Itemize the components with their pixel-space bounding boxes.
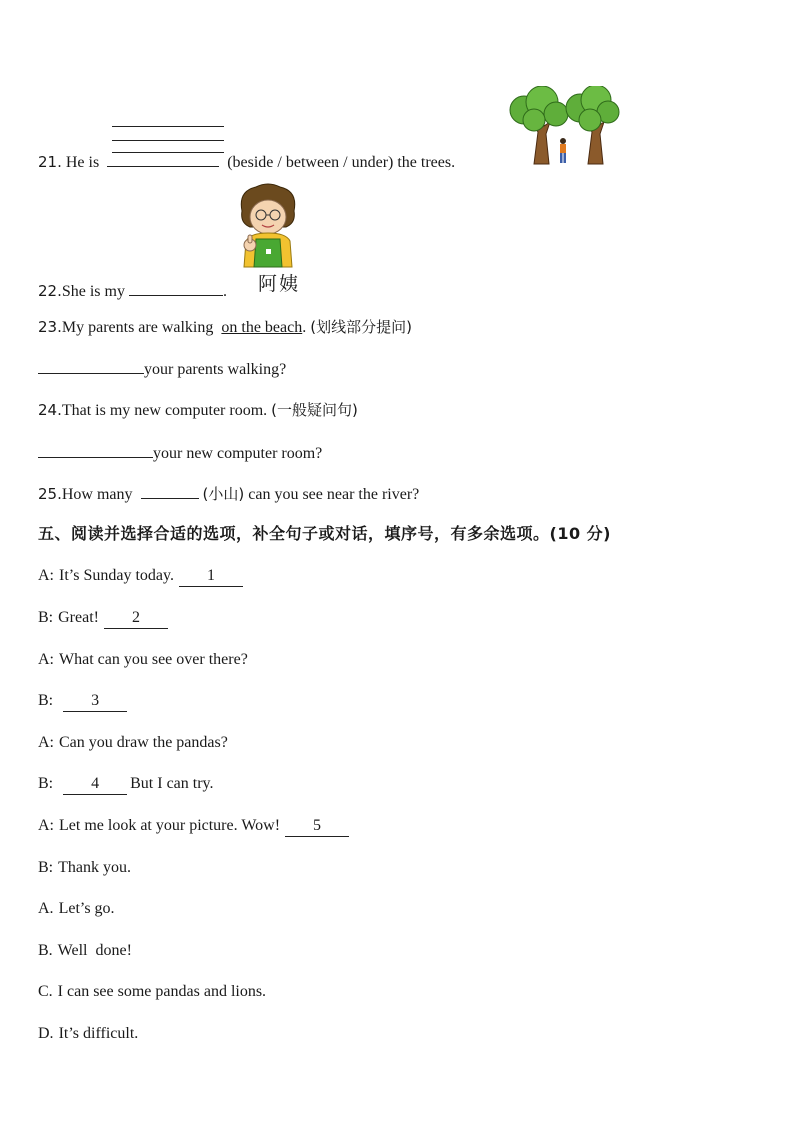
option-label: D. (38, 1025, 54, 1042)
section-heading: 五、阅读并选择合适的选项，补全句子或对话，填序号，有多余选项。(10 分) (38, 524, 611, 543)
speaker-label: B: (38, 859, 54, 876)
option-text: I can see some pandas and lions. (57, 983, 267, 1000)
image-caption: 阿姨 (258, 273, 301, 295)
option-item (38, 899, 115, 919)
question-21 (38, 151, 455, 173)
question-instruction: (一般疑问句) (271, 401, 358, 419)
answer-blank-2[interactable]: 2 (104, 608, 168, 629)
aunt-illustration (236, 183, 300, 271)
dialogue-line (38, 733, 228, 753)
answer-line-text: your new computer room? (153, 445, 323, 462)
question-text: How many (61, 486, 133, 503)
question-number: 21. (38, 153, 62, 171)
question-text: My parents are walking (61, 319, 214, 336)
speaker-label: A: (38, 651, 54, 668)
question-text: She is my (61, 283, 125, 300)
option-label: A. (38, 900, 54, 917)
answer-line-2 (112, 140, 224, 141)
dialogue-text: What can you see over there? (59, 651, 248, 668)
answer-blank-1[interactable]: 1 (179, 566, 243, 587)
speaker-label: B: (38, 692, 54, 709)
boy-icon (560, 138, 566, 163)
question-text-after: can you see near the river? (248, 486, 420, 503)
dialogue-text: Can you draw the pandas? (59, 734, 228, 751)
answer-line-23 (38, 358, 286, 380)
question-text: That is my new computer room. (61, 402, 268, 419)
option-label: B. (38, 942, 53, 959)
speaker-label: A: (38, 734, 54, 751)
option-item (38, 1024, 138, 1044)
speaker-label: B: (38, 609, 54, 626)
dialogue-text: It’s Sunday today. (59, 567, 174, 584)
dialogue-line (38, 566, 243, 587)
question-23 (38, 317, 412, 338)
speaker-label: A: (38, 817, 54, 834)
question-instruction: (划线部分提问) (310, 318, 412, 336)
question-hint: (小山) (202, 485, 245, 503)
speaker-label: A: (38, 567, 54, 584)
underlined-phrase: on the beach (221, 319, 303, 336)
option-item (38, 941, 132, 961)
answer-blank-4[interactable]: 4 (63, 774, 127, 795)
dialogue-line (38, 858, 131, 878)
answer-blank-3[interactable]: 3 (63, 691, 127, 712)
option-text: Let’s go. (58, 900, 115, 917)
dialogue-line (38, 691, 127, 712)
answer-line-1 (112, 126, 224, 127)
dialogue-line (38, 608, 168, 629)
question-22 (38, 280, 227, 302)
dialogue-line (38, 774, 214, 795)
question-punct: . (302, 319, 307, 336)
dialogue-text-after: But I can try. (130, 775, 214, 792)
answer-blank[interactable] (141, 483, 199, 499)
dialogue-line (38, 650, 248, 670)
dialogue-text: Thank you. (58, 859, 131, 876)
question-24 (38, 400, 358, 421)
question-period: . (222, 283, 227, 300)
question-text: He is (65, 154, 100, 171)
option-text: Well done! (57, 942, 132, 959)
answer-blank[interactable] (129, 280, 223, 296)
trees-illustration (506, 86, 620, 166)
option-text: It’s difficult. (58, 1025, 139, 1042)
answer-line-24 (38, 442, 322, 464)
answer-line-text: your parents walking? (144, 361, 287, 378)
tree-left-icon (510, 86, 568, 164)
dialogue-text: Great! (58, 609, 99, 626)
answer-blank-5[interactable]: 5 (285, 816, 349, 837)
option-item (38, 982, 266, 1002)
tree-right-icon (566, 86, 619, 164)
question-number: 24. (38, 401, 62, 419)
answer-blank[interactable] (107, 151, 219, 167)
option-label: C. (38, 983, 53, 1000)
question-number: 25. (38, 485, 62, 503)
speaker-label: B: (38, 775, 54, 792)
question-options: (beside / between / under) the trees. (227, 154, 456, 171)
question-number: 22. (38, 282, 62, 300)
question-25 (38, 483, 419, 505)
question-number: 23. (38, 318, 62, 336)
answer-blank[interactable] (38, 442, 153, 458)
answer-blank[interactable] (38, 358, 144, 374)
dialogue-text: Let me look at your picture. Wow! (59, 817, 281, 834)
dialogue-line (38, 816, 349, 837)
